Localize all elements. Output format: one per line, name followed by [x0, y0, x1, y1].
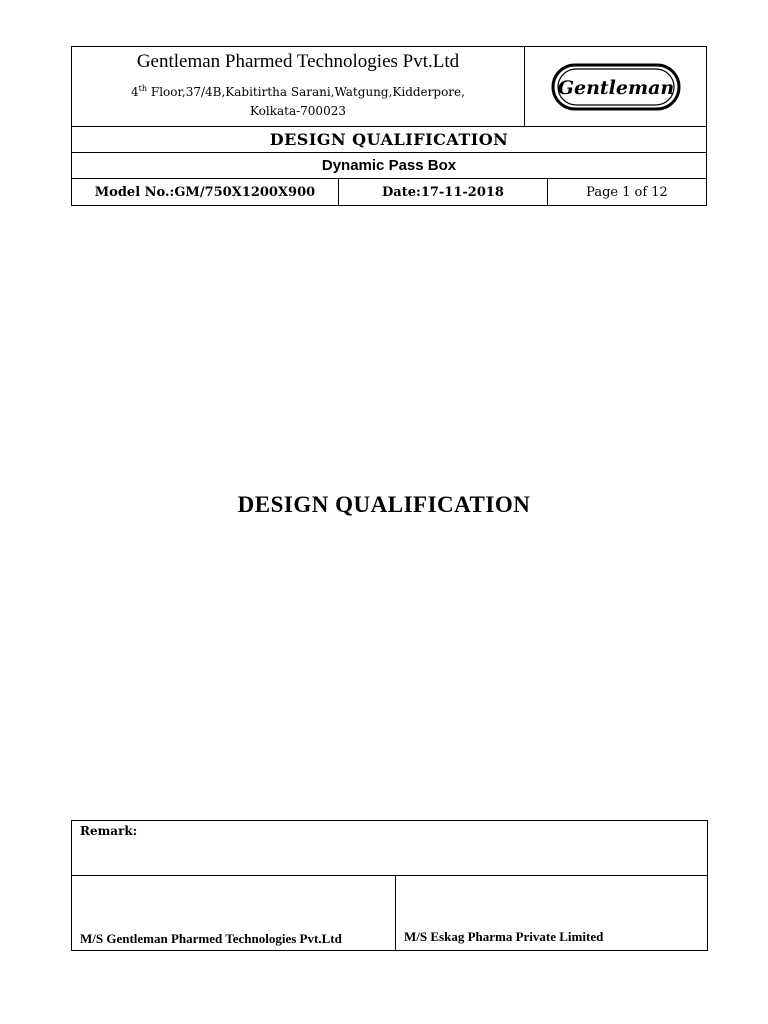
left-signatory-name: M/S Gentleman Pharmed Technologies Pvt.Ltd [80, 931, 342, 946]
date-label: Date: [382, 184, 421, 200]
company-name: Gentleman Pharmed Technologies Pvt.Ltd [136, 51, 460, 72]
model-label: Model No.: [94, 184, 175, 200]
date-cell [339, 179, 548, 205]
main-title: DESIGN QUALIFICATION [237, 492, 531, 517]
right-signatory [396, 876, 707, 950]
page-number-cell [548, 179, 706, 205]
logo-text: Gentleman [557, 76, 674, 99]
company-block [72, 47, 525, 126]
signature-footer [71, 820, 708, 951]
date-value: 17-11-2018 [420, 184, 504, 200]
gentleman-logo [551, 63, 681, 111]
header-subject-row [72, 153, 706, 179]
address-line-1: Floor,37/4B,Kabitirtha Sarani,Watgung,Kidderpore, [147, 85, 465, 99]
logo-cell [525, 47, 706, 126]
signature-row [72, 876, 707, 950]
model-number-cell [72, 179, 339, 205]
document-subject: Dynamic Pass Box [321, 157, 457, 174]
left-signatory [72, 876, 396, 950]
document-title: DESIGN QUALIFICATION [269, 130, 509, 149]
remark-row [72, 821, 707, 876]
company-address [72, 79, 524, 121]
header-top-row [72, 47, 706, 127]
remark-label: Remark: [80, 824, 138, 838]
page-total: of 12 [634, 184, 668, 200]
header-title-row [72, 127, 706, 153]
document-header [71, 46, 707, 206]
page-label: Page 1 [586, 184, 631, 200]
address-line-2: Kolkata-700023 [250, 104, 346, 118]
address-floor-suffix: th [138, 84, 148, 93]
right-signatory-name: M/S Eskag Pharma Private Limited [404, 929, 604, 944]
header-info-row [72, 179, 706, 205]
address-floor-number: 4 [131, 85, 139, 99]
model-value: GM/750X1200X900 [174, 184, 316, 200]
